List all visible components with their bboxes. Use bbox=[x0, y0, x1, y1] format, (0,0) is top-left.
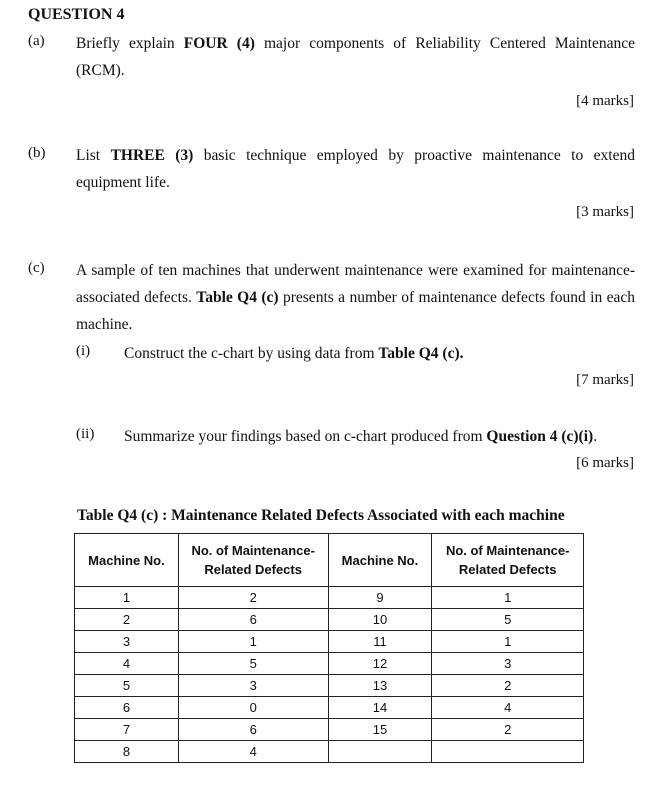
table-cell: 5 bbox=[432, 609, 584, 631]
sub-i-pre: Construct the c-chart by using data from bbox=[124, 345, 379, 362]
part-b-text bbox=[76, 142, 635, 196]
table-row bbox=[75, 675, 584, 697]
table-cell: 3 bbox=[432, 653, 584, 675]
table-cell: 7 bbox=[75, 719, 179, 741]
table-cell: 5 bbox=[178, 653, 328, 675]
question-heading: QUESTION 4 bbox=[28, 6, 125, 23]
part-a-pre: Briefly explain bbox=[76, 35, 184, 52]
sub-i-label: (i) bbox=[76, 343, 91, 359]
part-b-marks: [3 marks] bbox=[576, 204, 634, 220]
sub-i-marks: [7 marks] bbox=[576, 372, 634, 388]
sub-ii-label: (ii) bbox=[76, 426, 95, 442]
table-cell: 1 bbox=[75, 587, 179, 609]
sub-ii-bold: Question 4 (c)(i) bbox=[486, 428, 594, 445]
sub-i-bold: Table Q4 (c). bbox=[378, 345, 464, 362]
table-cell: 1 bbox=[178, 631, 328, 653]
part-c-text bbox=[76, 257, 635, 338]
table-cell: 3 bbox=[178, 675, 328, 697]
table-cell: 13 bbox=[328, 675, 432, 697]
sub-ii-text bbox=[124, 423, 635, 450]
table-cell: 3 bbox=[75, 631, 179, 653]
part-a-post: major components of Reliability Centered Maintenance (RCM). bbox=[76, 35, 635, 79]
table-cell: 12 bbox=[328, 653, 432, 675]
table-cell: 2 bbox=[75, 609, 179, 631]
part-b-label: (b) bbox=[28, 145, 46, 161]
part-c-post: presents a number of maintenance defects found in each machine. bbox=[76, 289, 635, 333]
table-row bbox=[75, 631, 584, 653]
sub-i-text bbox=[124, 340, 635, 367]
sub-ii-post: . bbox=[593, 428, 598, 445]
table-cell: 15 bbox=[328, 719, 432, 741]
table-row bbox=[75, 697, 584, 719]
part-a-text bbox=[76, 30, 635, 84]
table-header-row bbox=[75, 534, 584, 587]
table-cell: 8 bbox=[75, 741, 179, 763]
table-cell: 6 bbox=[75, 697, 179, 719]
table-cell: 4 bbox=[432, 697, 584, 719]
table-cell: 1 bbox=[432, 631, 584, 653]
part-c-label: (c) bbox=[28, 260, 45, 276]
table-cell: 2 bbox=[178, 587, 328, 609]
table-cell: 1 bbox=[432, 587, 584, 609]
table-cell: 0 bbox=[178, 697, 328, 719]
part-a-bold: FOUR (4) bbox=[183, 35, 255, 52]
table-cell: 2 bbox=[432, 675, 584, 697]
part-a-marks: [4 marks] bbox=[576, 93, 634, 109]
table-row bbox=[75, 587, 584, 609]
table-row bbox=[75, 653, 584, 675]
header-machine-no-2: Machine No. bbox=[328, 534, 432, 587]
part-c-bold: Table Q4 (c) bbox=[196, 289, 279, 306]
part-b-bold: THREE (3) bbox=[110, 147, 194, 164]
table-cell: 6 bbox=[178, 719, 328, 741]
part-b-pre: List bbox=[76, 147, 111, 164]
header-machine-no-1: Machine No. bbox=[75, 534, 179, 587]
defects-table bbox=[74, 533, 584, 763]
table-cell: 2 bbox=[432, 719, 584, 741]
table-row bbox=[75, 609, 584, 631]
table-cell: 4 bbox=[75, 653, 179, 675]
header-defects-1: No. of Maintenance-Related Defects bbox=[178, 534, 328, 587]
table-caption: Table Q4 (c) : Maintenance Related Defects Associated with each machine bbox=[77, 507, 565, 524]
table-row bbox=[75, 741, 584, 763]
table-cell: 9 bbox=[328, 587, 432, 609]
table-row bbox=[75, 719, 584, 741]
table-cell: 6 bbox=[178, 609, 328, 631]
sub-ii-marks: [6 marks] bbox=[576, 455, 634, 471]
part-c-pre: A sample of ten machines that underwent maintenance were examined for maintenance-associated defects. bbox=[76, 262, 635, 306]
table-cell: 4 bbox=[178, 741, 328, 763]
table-cell bbox=[432, 741, 584, 763]
table-cell: 11 bbox=[328, 631, 432, 653]
table-cell: 10 bbox=[328, 609, 432, 631]
part-b-post: basic technique employed by proactive maintenance to extend equipment life. bbox=[76, 147, 635, 191]
sub-ii-pre: Summarize your findings based on c-chart produced from bbox=[124, 428, 487, 445]
table-cell bbox=[328, 741, 432, 763]
part-a-label: (a) bbox=[28, 33, 45, 49]
header-defects-2: No. of Maintenance-Related Defects bbox=[432, 534, 584, 587]
table-cell: 5 bbox=[75, 675, 179, 697]
table-cell: 14 bbox=[328, 697, 432, 719]
